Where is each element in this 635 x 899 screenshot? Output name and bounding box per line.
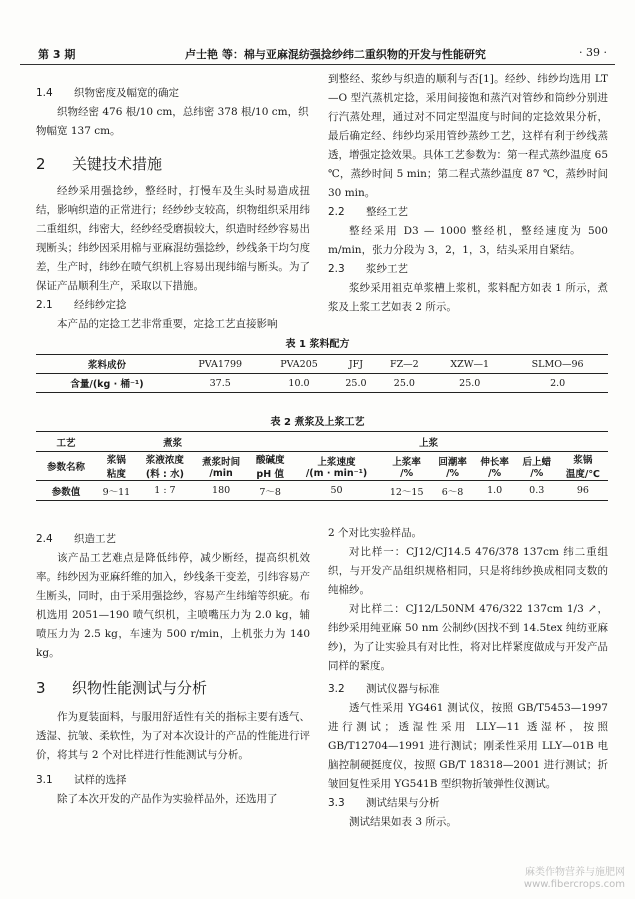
param-cell: 上浆率 /% <box>392 456 421 479</box>
param-cell: 回潮率 /% <box>438 456 467 479</box>
table-header-cell: 煮浆 <box>96 432 249 452</box>
table-cell: 25.0 <box>345 377 367 389</box>
twist-setting-text: 到整经、浆纱与织造的顺利与否[1]。经纱、纬纱均选用 LT—O 型汽蒸机定捻，采用间接饱和蒸汽对管纱和筒纱分别进行汽蒸处理，通过对不同定型温度与时间的定捻效果分析，最后确定经、纬纱均采用管纱蒸纱工艺，这样有利于纱线蒸透，增强定捻效果。具体工艺参数为：第一程式蒸纱温度 65 ℃，蒸纱时间 5 min；第二程式蒸纱温度 87 ℃，蒸纱时间 30 min。 <box>328 73 608 199</box>
table-cell: 25.0 <box>393 377 415 389</box>
subsection-2-1-heading: 2.1 经纬纱定捻 <box>36 299 127 311</box>
table-header-cell: SLMO—96 <box>507 355 608 374</box>
subsection-2-4-text: 该产品工艺难点是降低纬停，减少断经，提高织机效率。纬纱因为亚麻纤维的加入，纱线条干变差，引纬容易产生断头，同时，由于采用强捻纱，容易产生纬缩等织疵。布机选用 2051—190 喷气织机，主喷嘴压力为 2.0 kg，辅喷压力为 2.5 kg，车速为 500 r/min，上机张力为 140 kg。 <box>36 552 310 659</box>
table-header-cell: 工艺 <box>36 432 96 452</box>
table-cell: 10.0 <box>288 377 310 389</box>
table-header-cell: XZW—1 <box>432 355 507 374</box>
table-header-cell: 上浆 <box>249 432 608 452</box>
table-cell: 2.0 <box>550 377 566 389</box>
table-cell: 96 <box>558 481 608 501</box>
comparison-sample-1: 对比样一：CJ12/CJ14.5 476/378 137cm 纬二重组织，与开发产品组织规格相同，只是将纬纱换成相同支数的纯棉纱。 <box>328 546 608 596</box>
table-2-params-row <box>36 452 608 481</box>
table-cell: 50 <box>291 481 382 501</box>
table-header-cell: FZ—2 <box>376 355 432 374</box>
table-cell: 37.5 <box>209 377 231 389</box>
table-2-cooking-sizing <box>36 431 608 501</box>
param-cell: 浆液浓度 (料 : 水) <box>145 455 184 480</box>
table-1-size-recipe <box>36 354 608 393</box>
section-2-heading: 2 关键技术措施 <box>36 155 163 173</box>
table-row-label: 参数值 <box>36 481 96 501</box>
section-2-intro: 经纱采用强捻纱，整经时，打慢车及生头时易造成扭结，影响织造的正常进行；经纱纱支较高，织物组织采用纬二重组织，纬密大，经纱经受磨损较大，织造时经纱容易出现断头；纬纱因采用棉与亚麻混纺强捻纱，纱线条干均匀度差，生产时，纬纱在喷气织机上容易出现纬缩与断头。为了保证产品顺利生产，采取以下措施。 <box>36 185 310 292</box>
table-cell: 7～8 <box>249 481 291 501</box>
section-3-text: 作为夏装面料，与服用舒适性有关的指标主要有透气、透湿、抗皱、柔软性，为了对本次设计的产品的性能进行评价，将其与 2 个对比样进行性能测试与分析。 <box>36 711 310 761</box>
table-cell: 180 <box>193 481 249 501</box>
table-cell: 25.0 <box>459 377 481 389</box>
subsection-2-1-text: 本产品的定捻工艺非常重要，定捻工艺直接影响 <box>57 318 278 330</box>
subsection-3-2-text: 透气性采用 YG461 测试仪，按照 GB/T5453—1997 进行测试；透湿性采用 LLY—11 透湿杯，按照 GB/T12704—1991 进行测试；刚柔性采用 LLY—01B 电脑控制硬挺度仪，按照 GB/T 18318—2001 进行测试；折皱回复性采用 YG541B 型织物折皱弹性仪测试。 <box>328 702 608 790</box>
table-row-label: 含量/(kg · 桶⁻¹) <box>70 379 144 390</box>
table-cell: 1 : 7 <box>137 481 193 501</box>
param-cell: 煮浆时间 /min <box>202 456 241 479</box>
table-2-values-row <box>36 481 608 501</box>
running-header <box>20 40 615 65</box>
table-cell: 9～11 <box>96 481 137 501</box>
param-cell: 伸长率 /% <box>480 456 509 479</box>
param-cell: 后上蜡 /% <box>522 456 551 479</box>
subsection-3-1-text: 除了本次开发的产品作为实验样品外，还选用了 <box>57 793 278 805</box>
table-cell: 1.0 <box>474 481 516 501</box>
param-cell: 酸碱度 pH 值 <box>255 455 285 480</box>
subsection-3-3-text: 测试结果如表 3 所示。 <box>349 816 457 828</box>
table-2-caption: 表 2 煮浆及上浆工艺 <box>270 417 365 428</box>
subsection-2-4-heading: 2.4 织造工艺 <box>36 533 116 545</box>
table-2-group-row <box>36 432 608 452</box>
table-header-cell: PVA205 <box>263 355 336 374</box>
section-3-heading: 3 织物性能测试与分析 <box>36 679 208 697</box>
subsection-3-3-heading: 3.3 测试结果与分析 <box>328 797 440 809</box>
site-watermark: 麻类作物营养与施肥网 www.fibercrops.com <box>523 867 625 890</box>
param-cell: 浆锅 粘度 <box>106 455 126 480</box>
issue-number: 第 3 期 <box>38 48 76 61</box>
table-1-header-row <box>36 355 608 374</box>
subsection-1-4-heading: 1.4 织物密度及幅宽的确定 <box>36 87 179 99</box>
subsection-3-2-heading: 3.2 测试仪器与标准 <box>328 683 440 695</box>
right-column-lower <box>328 524 608 832</box>
subsection-2-2-text: 整经采用 D3 — 1000 整经机，整经速度为 500 m/min，张力分段为 3，2，1，3，结头采用自紧结。 <box>328 225 608 256</box>
table-cell: 12～15 <box>382 481 432 501</box>
subsection-3-1-heading: 3.1 试样的选择 <box>36 774 127 786</box>
running-title: 卢士艳 等：棉与亚麻混纺强捻纱纬二重织物的开发与性能研究 <box>185 48 486 61</box>
table-cell: 6～8 <box>432 481 474 501</box>
table-1-value-row <box>36 374 608 393</box>
table-header-cell: 浆料成份 <box>36 355 178 374</box>
left-column-lower <box>36 530 310 809</box>
table-1-caption: 表 1 浆料配方 <box>285 339 350 350</box>
subsection-2-3-heading: 2.3 浆纱工艺 <box>328 263 408 275</box>
left-column-upper <box>36 84 310 334</box>
table-row-label: 参数名称 <box>46 462 85 473</box>
param-cell: 上浆速度 /(m · min⁻¹) <box>305 456 368 479</box>
comparison-sample-2: 对比样二：CJ12/L50NM 476/322 137cm 1/3 ↗，纬纱采用纯亚麻 50 nm 公制纱(因找不到 14.5tex 纯纺亚麻纱)，为了让实验具有对比性，将对比样紧度做成与开发产品同样的紧度。 <box>328 603 608 672</box>
subsection-2-3-text: 浆纱采用祖克单浆槽上浆机，浆料配方如表 1 所示，煮浆及上浆工艺如表 2 所示。 <box>328 282 608 313</box>
table-header-cell: PVA1799 <box>178 355 263 374</box>
samples-continued: 2 个对比实验样品。 <box>328 527 423 539</box>
table-cell: 0.3 <box>516 481 558 501</box>
table-header-cell: JFJ <box>335 355 376 374</box>
density-line-2: 物幅宽 137 cm。 <box>36 125 121 137</box>
page-number: · 39 · <box>579 46 607 59</box>
param-cell: 浆锅 温度/℃ <box>565 455 600 480</box>
density-line-1: 织物经密 476 根/10 cm，总纬密 378 根/10 cm，织 <box>57 106 309 118</box>
subsection-2-2-heading: 2.2 整经工艺 <box>328 206 408 218</box>
right-column-upper <box>328 70 608 317</box>
